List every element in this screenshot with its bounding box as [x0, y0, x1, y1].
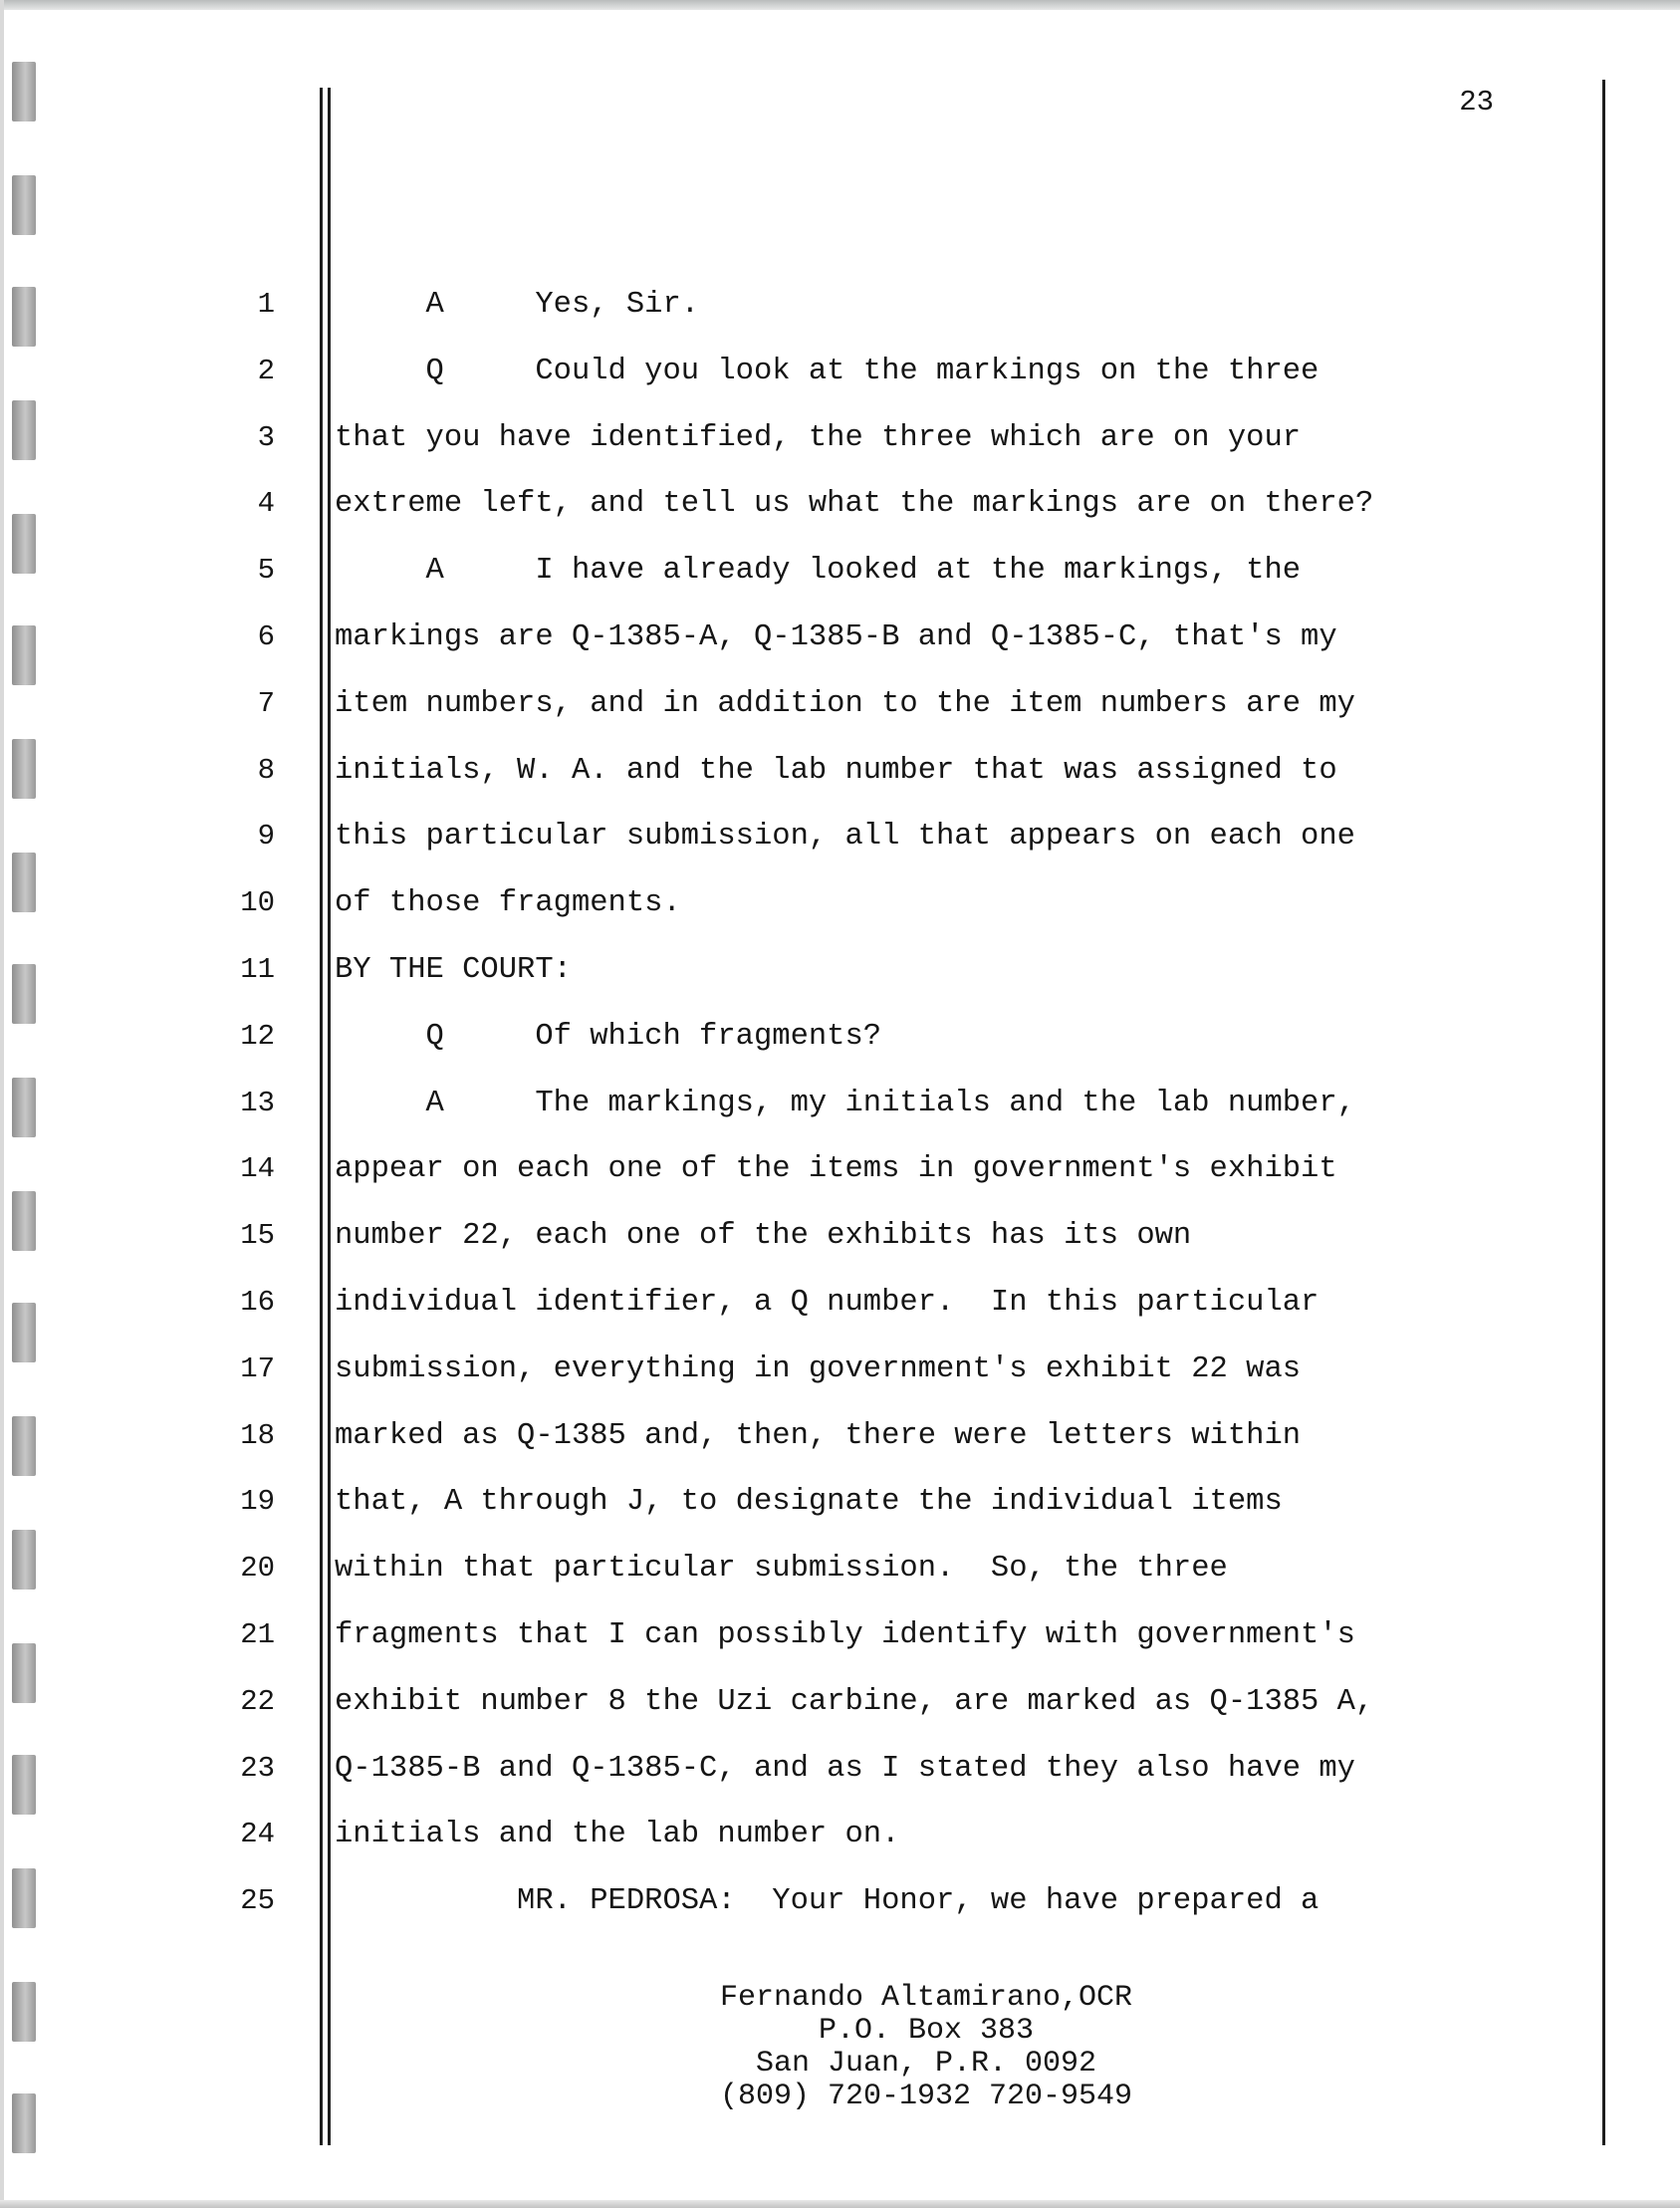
- line-number: 16: [240, 1286, 275, 1319]
- line-text: A The markings, my initials and the lab number,: [335, 1087, 1355, 1120]
- binder-hole: [12, 625, 36, 685]
- reporter-city: San Juan, P.R. 0092: [755, 2047, 1097, 2081]
- binder-hole: [12, 62, 36, 122]
- binder-hole: [12, 739, 36, 799]
- line-text: number 22, each one of the exhibits has its own: [335, 1219, 1192, 1253]
- binder-hole: [12, 2093, 36, 2153]
- court-reporter-footer: [558, 1982, 1295, 2113]
- line-text: extreme left, and tell us what the markings are on there?: [335, 487, 1374, 521]
- binder-hole: [12, 1982, 36, 2042]
- right-margin-rule: [1602, 80, 1605, 2145]
- line-text: fragments that I can possibly identify with government's: [335, 1618, 1355, 1652]
- binder-hole: [12, 287, 36, 347]
- binder-hole: [12, 964, 36, 1024]
- line-number: 17: [240, 1352, 275, 1385]
- binder-hole: [12, 1643, 36, 1703]
- page-number: 23: [1459, 86, 1494, 119]
- scan-left-edge: [0, 0, 4, 2208]
- line-text: this particular submission, all that appears on each one: [335, 820, 1355, 854]
- line-text: initials, W. A. and the lab number that was assigned to: [335, 754, 1337, 788]
- line-text: initials and the lab number on.: [335, 1818, 900, 1851]
- line-text: item numbers, and in addition to the item numbers are my: [335, 687, 1355, 721]
- reporter-po-box: P.O. Box 383: [818, 2014, 1035, 2048]
- line-text: exhibit number 8 the Uzi carbine, are marked as Q-1385 A,: [335, 1685, 1374, 1719]
- reporter-phones: (809) 720-1932 720-9549: [719, 2080, 1133, 2113]
- line-number: 15: [240, 1219, 275, 1252]
- line-text: A Yes, Sir.: [335, 288, 700, 322]
- binder-hole: [12, 1530, 36, 1590]
- line-number: 18: [240, 1419, 275, 1452]
- line-text: appear on each one of the items in government's exhibit: [335, 1152, 1337, 1186]
- binder-hole: [12, 1078, 36, 1137]
- line-number: 5: [257, 554, 275, 587]
- left-margin-rule-inner: [328, 88, 331, 2145]
- line-text: within that particular submission. So, the three: [335, 1552, 1228, 1586]
- line-number: 10: [240, 886, 275, 919]
- line-number: 2: [257, 355, 275, 387]
- line-text: A I have already looked at the markings, the: [335, 554, 1302, 588]
- scan-bottom-edge: [0, 2200, 1680, 2208]
- line-number: 4: [257, 487, 275, 520]
- line-number: 13: [240, 1087, 275, 1119]
- binder-hole: [12, 1416, 36, 1476]
- line-number: 11: [240, 953, 275, 986]
- line-number: 6: [257, 620, 275, 653]
- line-number: 20: [240, 1552, 275, 1585]
- line-text: Q Of which fragments?: [335, 1020, 882, 1054]
- binder-hole: [12, 853, 36, 912]
- line-number: 9: [257, 820, 275, 853]
- line-number: 8: [257, 754, 275, 787]
- scan-top-edge: [0, 0, 1680, 10]
- line-text: markings are Q-1385-A, Q-1385-B and Q-1385-C, that's my: [335, 620, 1337, 654]
- binder-hole: [12, 514, 36, 574]
- binder-hole: [12, 1868, 36, 1928]
- binder-hole: [12, 1191, 36, 1251]
- line-text: of those fragments.: [335, 886, 681, 920]
- line-text: BY THE COURT:: [335, 953, 572, 987]
- line-number: 19: [240, 1485, 275, 1518]
- line-text: that you have identified, the three which are on your: [335, 421, 1302, 455]
- left-margin-rule: [320, 88, 323, 2145]
- line-number: 3: [257, 421, 275, 454]
- line-number: 23: [240, 1752, 275, 1785]
- line-number: 7: [257, 687, 275, 720]
- line-number: 24: [240, 1818, 275, 1850]
- reporter-name: Fernando Altamirano,OCR: [719, 1981, 1133, 2015]
- line-text: individual identifier, a Q number. In this particular: [335, 1286, 1320, 1320]
- line-number: 21: [240, 1618, 275, 1651]
- line-number: 22: [240, 1685, 275, 1718]
- line-number: 14: [240, 1152, 275, 1185]
- line-text: Q Could you look at the markings on the three: [335, 355, 1320, 388]
- line-text: submission, everything in government's exhibit 22 was: [335, 1352, 1302, 1386]
- binder-hole: [12, 1755, 36, 1815]
- binder-hole: [12, 1303, 36, 1362]
- line-number: 12: [240, 1020, 275, 1053]
- binder-hole: [12, 175, 36, 235]
- line-text: marked as Q-1385 and, then, there were letters within: [335, 1419, 1302, 1453]
- binder-hole: [12, 400, 36, 460]
- line-text: Q-1385-B and Q-1385-C, and as I stated they also have my: [335, 1752, 1355, 1786]
- line-number: 25: [240, 1884, 275, 1917]
- line-text: MR. PEDROSA: Your Honor, we have prepared a: [335, 1884, 1320, 1918]
- line-number: 1: [257, 288, 275, 321]
- line-text: that, A through J, to designate the individual items: [335, 1485, 1283, 1519]
